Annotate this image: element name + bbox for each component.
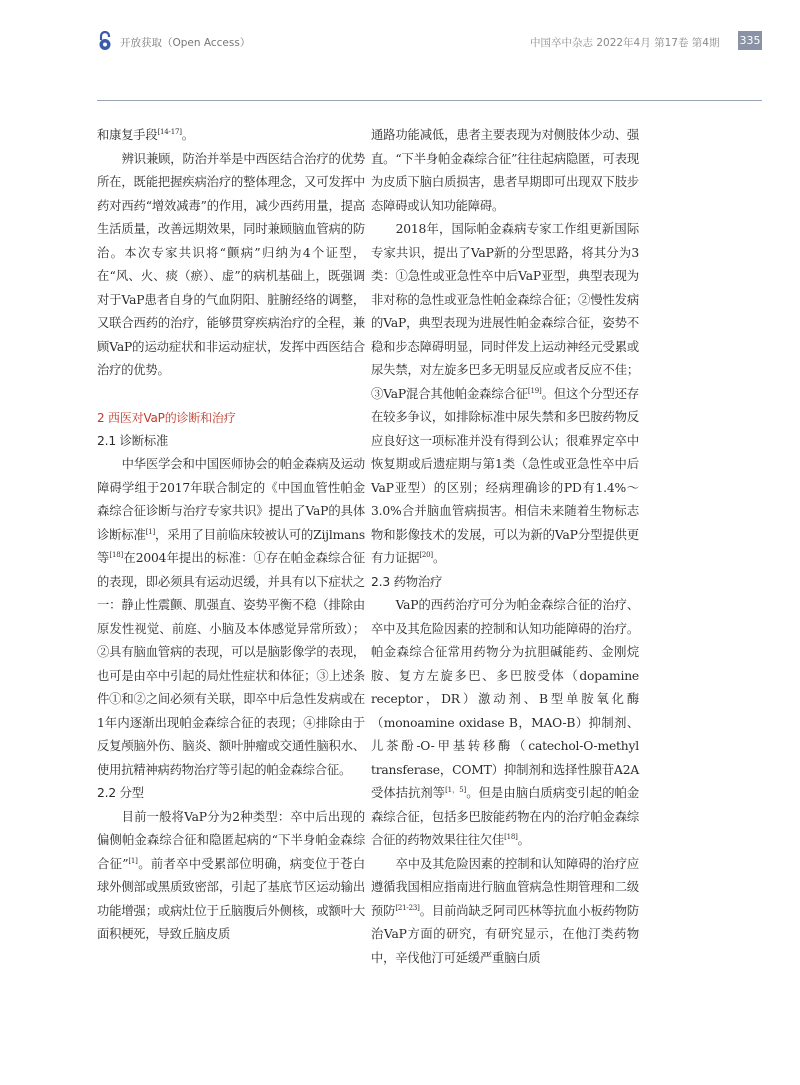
citation[interactable]: [1]	[128, 856, 138, 865]
right-column	[371, 124, 639, 970]
paragraph: VaP的西药治疗可分为帕金森综合征的治疗、卒中及其危险因素的控制和认知功能障碍的治疗。帕金森综合征常用药物分为抗胆碱能药、金刚烷胺、复方左旋多巴、多巴胺受体（dopamine receptor，DR）激动剂、B型单胺氧化酶（monoamine oxidase B，MAO-B）抑制剂、儿茶酚-O-甲基转移酶（catechol-O-methyl transferase，COMT）抑制剂和选择性腺苷A2A受体拮抗剂等[1，5]。但是由脑白质病变引起的帕金森综合征，包括多巴胺能药物在内的治疗帕金森综合征的药物效果往往欠佳[18]。	[371, 598, 639, 847]
paragraph: 通路功能减低，患者主要表现为对侧肢体少动、强直。“下半身帕金森综合征”往往起病隐匿，可表现为皮质下脑白质损害，患者早期即可出现双下肢步态障碍或认知功能障碍。	[371, 128, 639, 213]
open-access-label: 开放获取（Open Access）	[120, 37, 251, 49]
subsection-heading: 2.1 诊断标准	[97, 433, 169, 448]
left-column	[97, 124, 365, 947]
citation[interactable]: [19]	[527, 386, 542, 395]
subsection-heading: 2.2 分型	[97, 786, 144, 800]
paragraph: 和康复手段[14-17]。	[97, 127, 194, 142]
paragraph: 辨识兼顾，防治并举是中西医结合治疗的优势所在，既能把握疾病治疗的整体理念，又可发挥中药对西药“增效减毒”的作用，减少西药用量，提高生活质量，改善远期效果，同时兼顾脑血管病的防治。本次专家共识将“颤病”归纳为4个证型，在“风、火、痰（瘀）、虚”的病机基础上，既强调对于VaP患者自身的气血阴阳、脏腑经络的调整，又联合西药的治疗，能够贯穿疾病治疗的全程，兼顾VaP的运动症状和非运动症状，发挥中西医结合治疗的优势。	[97, 151, 365, 377]
citation[interactable]: [21-23]	[395, 903, 420, 912]
page-header	[0, 0, 800, 60]
citation[interactable]: [18]	[504, 832, 518, 841]
journal-info: 中国卒中杂志 2022年4月 第17卷 第4期	[530, 37, 720, 49]
paragraph: 目前一般将VaP分为2种类型：卒中后出现的偏侧帕金森综合征和隐匿起病的“下半身帕金森综合征”[1]。前者卒中受累部位明确，病变位于苍白球外侧部或黑质致密部，引起了基底节区运动输出功能增强；或病灶位于丘脑腹后外侧核，或额叶大面积梗死，导致丘脑皮质	[97, 809, 366, 941]
citation[interactable]: [14-17]	[157, 127, 182, 136]
paragraph: 中华医学会和中国医师协会的帕金森病及运动障碍学组于2017年联合制定的《中国血管性帕金森综合征诊断与治疗专家共识》提出了VaP的具体诊断标准[1]，采用了目前临床较被认可的Zijlmans等[18]在2004年提出的标准：①存在帕金森综合征的表现，即必须具有运动迟缓，并具有以下症状之一：静止性震颤、肌强直、姿势平衡不稳（排除由原发性视觉、前庭、小脑及本体感觉异常所致）；②具有脑血管病的表现，可以是脑影像学的表现，也可是由卒中引起的局灶性症状和体征；③上述条件①和②之间必须有关联，即卒中后急性发病或在1年内逐渐出现帕金森综合征的表现；④排除由于反复颅脑外伤、脑炎、额叶肿瘤或交通性脑积水、使用抗精神病药物治疗等引起的帕金森综合征。	[97, 457, 366, 777]
subsection-heading: 2.3 药物治疗	[371, 574, 443, 589]
header-divider	[97, 100, 762, 101]
open-access-lock-icon	[97, 31, 113, 51]
section-heading: 2 西医对VaP的诊断和治疗	[97, 410, 236, 425]
paragraph: 2018年，国际帕金森病专家工作组更新国际专家共识，提出了VaP新的分型思路，将其分为3类：①急性或亚急性卒中后VaP亚型，典型表现为非对称的急性或亚急性帕金森综合征；②慢性发病的VaP，典型表现为进展性帕金森综合征，姿势不稳和步态障碍明显，同时伴发上运动神经元受累或尿失禁，对左旋多巴多无明显反应或者反应不佳；③VaP混合其他帕金森综合征[19]。但这个分型还存在较多争议，如排除标准中尿失禁和多巴胺药物反应良好这一项标准并没有得到公认；很难界定卒中恢复期或后遗症期与第1类（急性或亚急性卒中后VaP亚型）的区别；经病理确诊的PD有1.4%～3.0%合并脑血管病损害。相信未来随着生物标志物和影像技术的发展，可以为新的VaP分型提供更有力证据[20]。	[371, 222, 640, 565]
citation[interactable]: [18]	[109, 550, 123, 559]
citation[interactable]: [1，5]	[445, 785, 467, 794]
page-number-badge: 335	[738, 31, 762, 50]
paragraph: 卒中及其危险因素的控制和认知障碍的治疗应遵循我国相应指南进行脑血管病急性期管理和二级预防[21-23]。目前尚缺乏阿司匹林等抗血小板药物防治VaP方面的研究，有研究显示，在他汀类药物中，辛伐他汀可延缓严重脑白质	[371, 856, 639, 965]
citation[interactable]: [20]	[419, 550, 433, 559]
citation[interactable]: [1]	[145, 527, 155, 536]
